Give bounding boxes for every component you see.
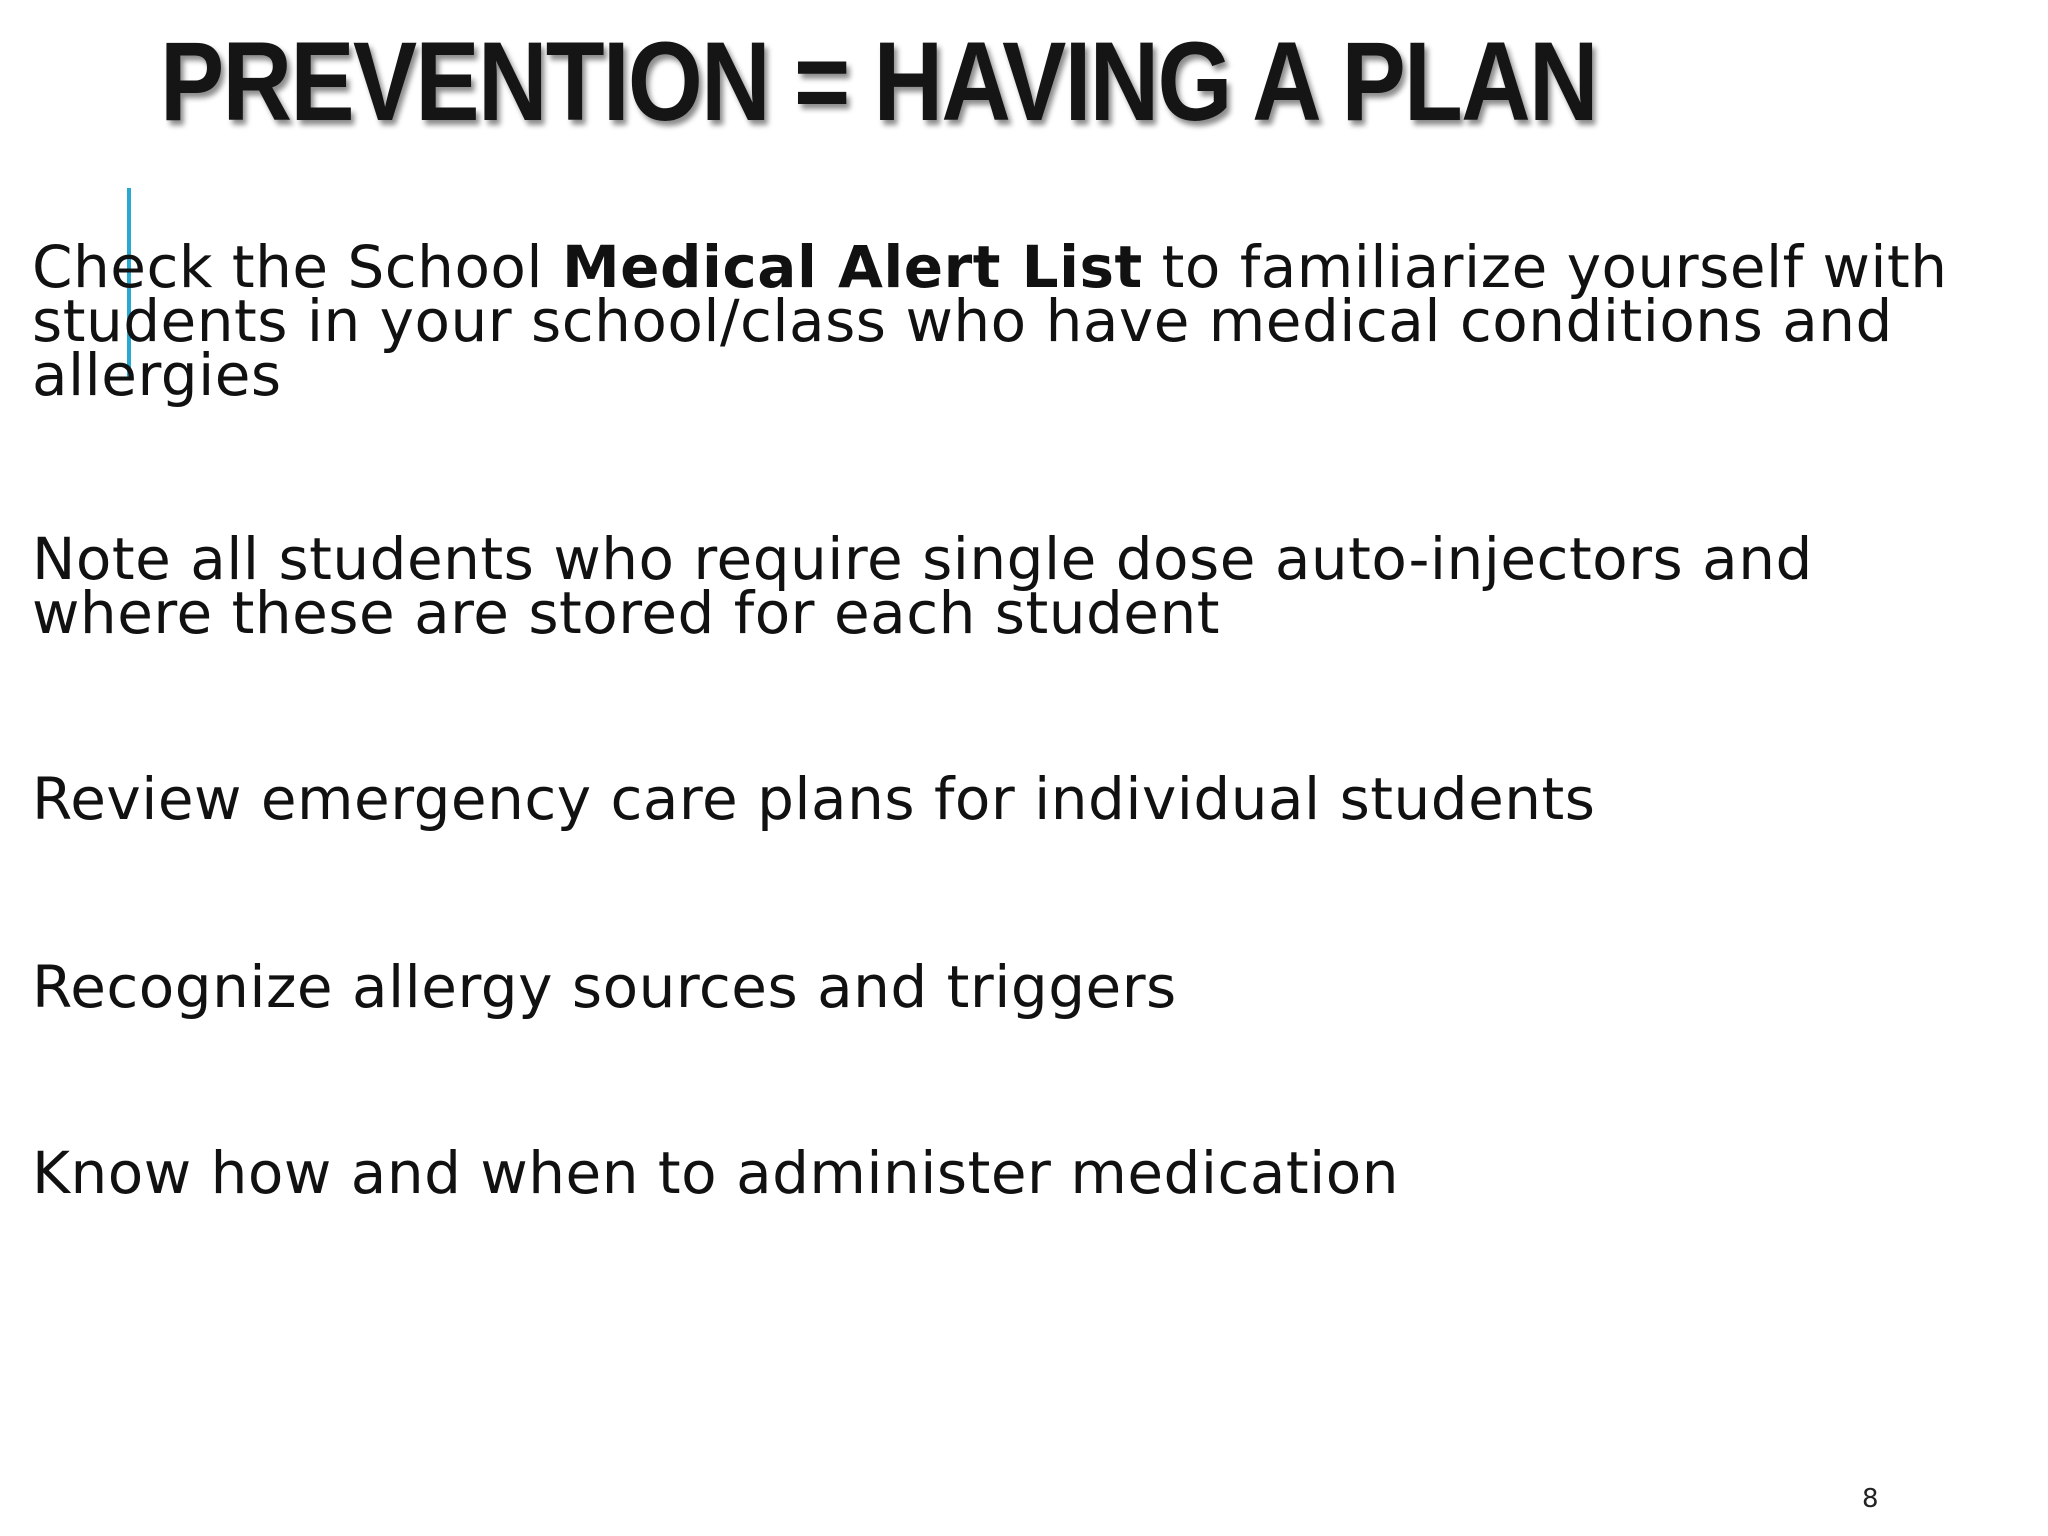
bullet-administer-medication (32, 1139, 1399, 1207)
bullet-bold-text: Medical Alert List (561, 233, 1143, 301)
bullet-line: Know how and when to administer medication (32, 1139, 1399, 1207)
bullet-medical-alert-list (32, 233, 1948, 409)
bullet-emergency-care-plans (32, 765, 1596, 833)
bullet-line: Note all students who require single dose auto-injectors and (32, 525, 1813, 593)
bullet-line (32, 233, 1948, 301)
page-number: 8 (1862, 1484, 1879, 1514)
slide-title: PREVENTION = HAVING A PLAN (160, 19, 1597, 144)
bullet-text: Check the School (32, 233, 562, 301)
bullet-line: allergies (32, 341, 282, 409)
bullet-line: Review emergency care plans for individual students (32, 765, 1596, 833)
bullet-allergy-triggers (32, 953, 1177, 1021)
bullet-line: Recognize allergy sources and triggers (32, 953, 1177, 1021)
bullet-text: to familiarize yourself with (1142, 233, 1948, 301)
bullet-line: students in your school/class who have medical conditions and (32, 287, 1893, 355)
bullet-line: where these are stored for each student (32, 579, 1220, 647)
bullet-auto-injectors (32, 525, 1813, 647)
